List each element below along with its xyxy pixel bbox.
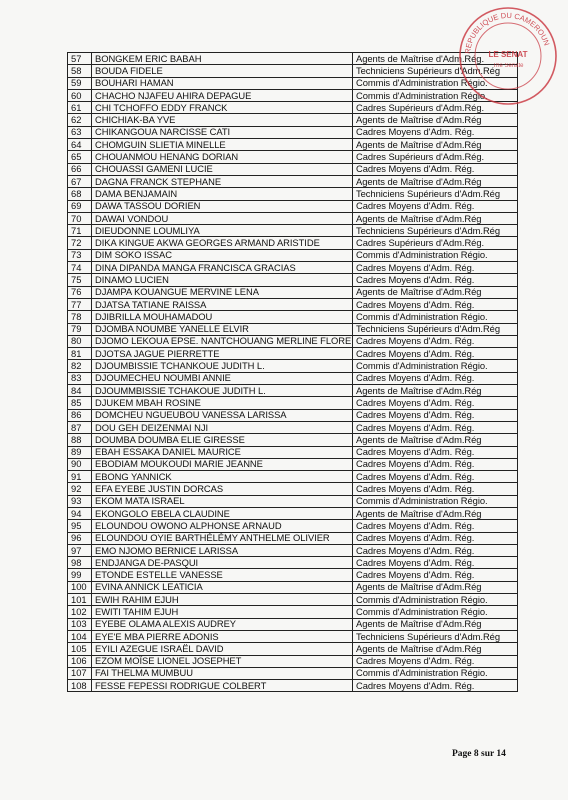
staff-category: Cadres Moyens d'Adm. Rég. (353, 372, 518, 384)
staff-category: Agents de Maîtrise d'Adm.Rég (353, 175, 518, 187)
staff-category: Cadres Moyens d'Adm. Rég. (353, 483, 518, 495)
table-row (68, 544, 518, 556)
senate-seal (448, 0, 566, 110)
table-row (68, 237, 518, 249)
staff-category: Cadres Moyens d'Adm. Rég. (353, 126, 518, 138)
person-name: DAWAI VONDOU (92, 212, 353, 224)
table-row (68, 421, 518, 433)
row-number: 94 (68, 507, 92, 519)
staff-category: Commis d'Administration Régio. (353, 594, 518, 606)
table-row (68, 335, 518, 347)
table-row (68, 655, 518, 667)
person-name: DJOUMMBISSIE TCHAKOUE JUDITH L. (92, 385, 353, 397)
staff-category: Cadres Moyens d'Adm. Rég. (353, 446, 518, 458)
seal-middle-text: LE SENAT (488, 50, 528, 59)
table-row (68, 274, 518, 286)
staff-category: Techniciens Supérieurs d'Adm.Rég (353, 65, 518, 77)
staff-category: Cadres Moyens d'Adm. Rég. (353, 569, 518, 581)
row-number: 57 (68, 53, 92, 65)
table-row (68, 323, 518, 335)
person-name: EYILI AZEGUE ISRAËL DAVID (92, 643, 353, 655)
table-row (68, 409, 518, 421)
seal-top-path: REPUBLIQUE DU CAMEROUN (463, 10, 552, 55)
row-number: 106 (68, 655, 92, 667)
table-row (68, 372, 518, 384)
table-row (68, 520, 518, 532)
row-number: 64 (68, 139, 92, 151)
person-name: CHIKANGOUA NARCISSE CATI (92, 126, 353, 138)
row-number: 85 (68, 397, 92, 409)
person-name: EYEBE OLAMA ALEXIS AUDREY (92, 618, 353, 630)
table-row (68, 594, 518, 606)
staff-category: Cadres Supérieurs d'Adm.Rég. (353, 102, 518, 114)
person-name: ETONDE ESTELLE VANESSE (92, 569, 353, 581)
staff-category: Agents de Maîtrise d'Adm.Rég (353, 618, 518, 630)
staff-category: Agents de Maîtrise d'Adm.Rég (353, 581, 518, 593)
row-number: 86 (68, 409, 92, 421)
person-name: BONGKEM ERIC BABAH (92, 53, 353, 65)
person-name: EWITI TAHIM EJUH (92, 606, 353, 618)
staff-category: Techniciens Supérieurs d'Adm.Rég (353, 225, 518, 237)
table-row (68, 139, 518, 151)
staff-category: Cadres Moyens d'Adm. Rég. (353, 680, 518, 692)
row-number: 83 (68, 372, 92, 384)
row-number: 82 (68, 360, 92, 372)
table-row (68, 360, 518, 372)
person-name: ELOUNDOU OWONO ALPHONSE ARNAUD (92, 520, 353, 532)
person-name: EBAH ESSAKA DANIEL MAURICE (92, 446, 353, 458)
staff-category: Cadres Moyens d'Adm. Rég. (353, 655, 518, 667)
staff-category: Cadres Moyens d'Adm. Rég. (353, 520, 518, 532)
table-row (68, 249, 518, 261)
row-number: 76 (68, 286, 92, 298)
staff-category: Techniciens Supérieurs d'Adm.Rég (353, 323, 518, 335)
staff-category: Techniciens Supérieurs d'Adm.Rég (353, 630, 518, 642)
row-number: 77 (68, 298, 92, 310)
staff-category: Commis d'Administration Régio. (353, 495, 518, 507)
person-name: BOUHARI HAMAN (92, 77, 353, 89)
table-row (68, 507, 518, 519)
person-name: EWIH RAHIM EJUH (92, 594, 353, 606)
staff-list-body (68, 53, 518, 692)
table-row (68, 446, 518, 458)
staff-category: Agents de Maîtrise d'Adm.Rég (353, 643, 518, 655)
table-row (68, 606, 518, 618)
table-row (68, 311, 518, 323)
table-row (68, 680, 518, 692)
staff-category: Cadres Moyens d'Adm. Rég. (353, 471, 518, 483)
table-row (68, 618, 518, 630)
person-name: DIKA KINGUE AKWA GEORGES ARMAND ARISTIDE (92, 237, 353, 249)
person-name: EBONG YANNICK (92, 471, 353, 483)
table-row (68, 175, 518, 187)
staff-category: Commis d'Administration Régio. (353, 667, 518, 679)
row-number: 69 (68, 200, 92, 212)
table-row (68, 212, 518, 224)
person-name: EYE'E MBA PIERRE ADONIS (92, 630, 353, 642)
staff-category: Commis d'Administration Régio. (353, 606, 518, 618)
row-number: 61 (68, 102, 92, 114)
row-number: 89 (68, 446, 92, 458)
person-name: DJOMBA NOUMBE YANELLE ELVIR (92, 323, 353, 335)
table-row (68, 163, 518, 175)
staff-category: Techniciens Supérieurs d'Adm.Rég (353, 188, 518, 200)
staff-category: Commis d'Administration Régio. (353, 360, 518, 372)
row-number: 80 (68, 335, 92, 347)
table-row (68, 298, 518, 310)
staff-category: Agents de Maîtrise d'Adm.Rég (353, 385, 518, 397)
staff-category: Cadres Moyens d'Adm. Rég. (353, 335, 518, 347)
row-number: 62 (68, 114, 92, 126)
table-row (68, 225, 518, 237)
row-number: 91 (68, 471, 92, 483)
table-row (68, 188, 518, 200)
row-number: 66 (68, 163, 92, 175)
table-row (68, 643, 518, 655)
person-name: ELOUNDOU OYIE BARTHÉLÉMY ANTHELME OLIVIER (92, 532, 353, 544)
row-number: 67 (68, 175, 92, 187)
person-name: EKOM MATA ISRAEL (92, 495, 353, 507)
staff-list-table (67, 52, 518, 692)
table-row (68, 151, 518, 163)
row-number: 95 (68, 520, 92, 532)
table-row (68, 483, 518, 495)
staff-category: Cadres Moyens d'Adm. Rég. (353, 200, 518, 212)
row-number: 107 (68, 667, 92, 679)
table-row (68, 532, 518, 544)
row-number: 79 (68, 323, 92, 335)
row-number: 104 (68, 630, 92, 642)
person-name: FESSE FEPESSI RODRIGUE COLBERT (92, 680, 353, 692)
row-number: 78 (68, 311, 92, 323)
row-number: 93 (68, 495, 92, 507)
staff-category: Cadres Moyens d'Adm. Rég. (353, 544, 518, 556)
row-number: 96 (68, 532, 92, 544)
person-name: EFA EYEBE JUSTIN DORCAS (92, 483, 353, 495)
person-name: DJOTSA JAGUE PIERRETTE (92, 348, 353, 360)
person-name: CHOMGUIN SLIETIA MINELLE (92, 139, 353, 151)
staff-category: Cadres Moyens d'Adm. Rég. (353, 262, 518, 274)
row-number: 60 (68, 89, 92, 101)
person-name: DOMCHEU NGUEUBOU VANESSA LARISSA (92, 409, 353, 421)
staff-category: Commis d'Administration Régio. (353, 89, 518, 101)
person-name: DJOUMECHEU NOUMBI ANNIE (92, 372, 353, 384)
row-number: 70 (68, 212, 92, 224)
staff-category: Commis d'Administration Régio. (353, 77, 518, 89)
table-row (68, 348, 518, 360)
person-name: DAMA BENJAMAIN (92, 188, 353, 200)
row-number: 72 (68, 237, 92, 249)
row-number: 71 (68, 225, 92, 237)
person-name: DOU GEH DEIZENMAI NJI (92, 421, 353, 433)
person-name: EBODIAM MOUKOUDI MARIE JEANNE (92, 458, 353, 470)
staff-category: Agents de Maîtrise d'Adm.Rég (353, 114, 518, 126)
row-number: 105 (68, 643, 92, 655)
person-name: DOUMBA DOUMBA ELIE GIRESSE (92, 434, 353, 446)
person-name: DJOMO LEKOUA EPSE. NANTCHOUANG MERLINE FLORE (92, 335, 353, 347)
page-number: Page 8 sur 14 (452, 749, 506, 759)
row-number: 74 (68, 262, 92, 274)
table-row (68, 630, 518, 642)
seal-sub-text: The Senate (492, 63, 524, 69)
row-number: 102 (68, 606, 92, 618)
table-row (68, 200, 518, 212)
row-number: 88 (68, 434, 92, 446)
row-number: 99 (68, 569, 92, 581)
row-number: 90 (68, 458, 92, 470)
person-name: DJATSA TATIANE RAISSA (92, 298, 353, 310)
person-name: EMO NJOMO BERNICE LARISSA (92, 544, 353, 556)
table-row (68, 471, 518, 483)
staff-category: Cadres Moyens d'Adm. Rég. (353, 397, 518, 409)
person-name: DIEUDONNE LOUMLIYA (92, 225, 353, 237)
table-row (68, 557, 518, 569)
staff-category: Cadres Moyens d'Adm. Rég. (353, 298, 518, 310)
staff-category: Cadres Moyens d'Adm. Rég. (353, 557, 518, 569)
person-name: DJIBRILLA MOUHAMADOU (92, 311, 353, 323)
staff-category: Agents de Maîtrise d'Adm.Rég. (353, 53, 518, 65)
table-row (68, 569, 518, 581)
staff-category: Cadres Moyens d'Adm. Rég. (353, 532, 518, 544)
staff-category: Cadres Moyens d'Adm. Rég. (353, 163, 518, 175)
staff-category: Commis d'Administration Régio. (353, 249, 518, 261)
row-number: 58 (68, 65, 92, 77)
person-name: CHOUASSI GAMENI LUCIE (92, 163, 353, 175)
person-name: CHI TCHOFFO EDDY FRANCK (92, 102, 353, 114)
row-number: 97 (68, 544, 92, 556)
table-row (68, 385, 518, 397)
table-row (68, 495, 518, 507)
person-name: CHOUANMOU HENANG DORIAN (92, 151, 353, 163)
staff-category: Cadres Moyens d'Adm. Rég. (353, 274, 518, 286)
row-number: 68 (68, 188, 92, 200)
person-name: DAWA TASSOU DORIEN (92, 200, 353, 212)
staff-category: Agents de Maîtrise d'Adm.Rég (353, 139, 518, 151)
person-name: CHACHO NJAFEU AHIRA DEPAGUE (92, 89, 353, 101)
staff-category: Agents de Maîtrise d'Adm.Rég (353, 212, 518, 224)
table-row (68, 581, 518, 593)
table-row (68, 667, 518, 679)
person-name: EZOM MOÏSE LIONEL JOSEPHET (92, 655, 353, 667)
row-number: 75 (68, 274, 92, 286)
person-name: ENDJANGA DE-PASQUI (92, 557, 353, 569)
person-name: FAI THELMA MUMBUU (92, 667, 353, 679)
person-name: BOUDA FIDELE (92, 65, 353, 77)
staff-category: Cadres Supérieurs d'Adm.Rég. (353, 151, 518, 163)
staff-category: Cadres Moyens d'Adm. Rég. (353, 458, 518, 470)
table-row (68, 286, 518, 298)
row-number: 65 (68, 151, 92, 163)
row-number: 98 (68, 557, 92, 569)
person-name: DJUKEM MBAH ROSINE (92, 397, 353, 409)
row-number: 73 (68, 249, 92, 261)
staff-category: Commis d'Administration Régio. (353, 311, 518, 323)
row-number: 84 (68, 385, 92, 397)
row-number: 63 (68, 126, 92, 138)
person-name: DINA DIPANDA MANGA FRANCISCA GRACIAS (92, 262, 353, 274)
person-name: DAGNA FRANCK STEPHANE (92, 175, 353, 187)
person-name: DJAMPA KOUANGUE MERVINE LENA (92, 286, 353, 298)
table-row (68, 434, 518, 446)
person-name: DJOUMBISSIE TCHANKOUE JUDITH L. (92, 360, 353, 372)
person-name: CHICHIAK-BA YVE (92, 114, 353, 126)
staff-category: Cadres Moyens d'Adm. Rég. (353, 421, 518, 433)
staff-category: Agents de Maîtrise d'Adm.Rég (353, 507, 518, 519)
table-row (68, 458, 518, 470)
row-number: 59 (68, 77, 92, 89)
row-number: 101 (68, 594, 92, 606)
person-name: DIM SOKO ISSAC (92, 249, 353, 261)
staff-category: Cadres Supérieurs d'Adm.Rég. (353, 237, 518, 249)
row-number: 108 (68, 680, 92, 692)
table-row (68, 262, 518, 274)
table-row (68, 126, 518, 138)
row-number: 87 (68, 421, 92, 433)
person-name: EVINA ANNICK LEATICIA (92, 581, 353, 593)
row-number: 103 (68, 618, 92, 630)
row-number: 100 (68, 581, 92, 593)
table-row (68, 397, 518, 409)
staff-category: Agents de Maîtrise d'Adm.Rég (353, 286, 518, 298)
person-name: DINAMO LUCIEN (92, 274, 353, 286)
staff-category: Cadres Moyens d'Adm. Rég. (353, 348, 518, 360)
table-row (68, 114, 518, 126)
staff-category: Agents de Maîtrise d'Adm.Rég (353, 434, 518, 446)
person-name: EKONGOLO EBELA CLAUDINE (92, 507, 353, 519)
row-number: 92 (68, 483, 92, 495)
row-number: 81 (68, 348, 92, 360)
staff-category: Cadres Moyens d'Adm. Rég. (353, 409, 518, 421)
